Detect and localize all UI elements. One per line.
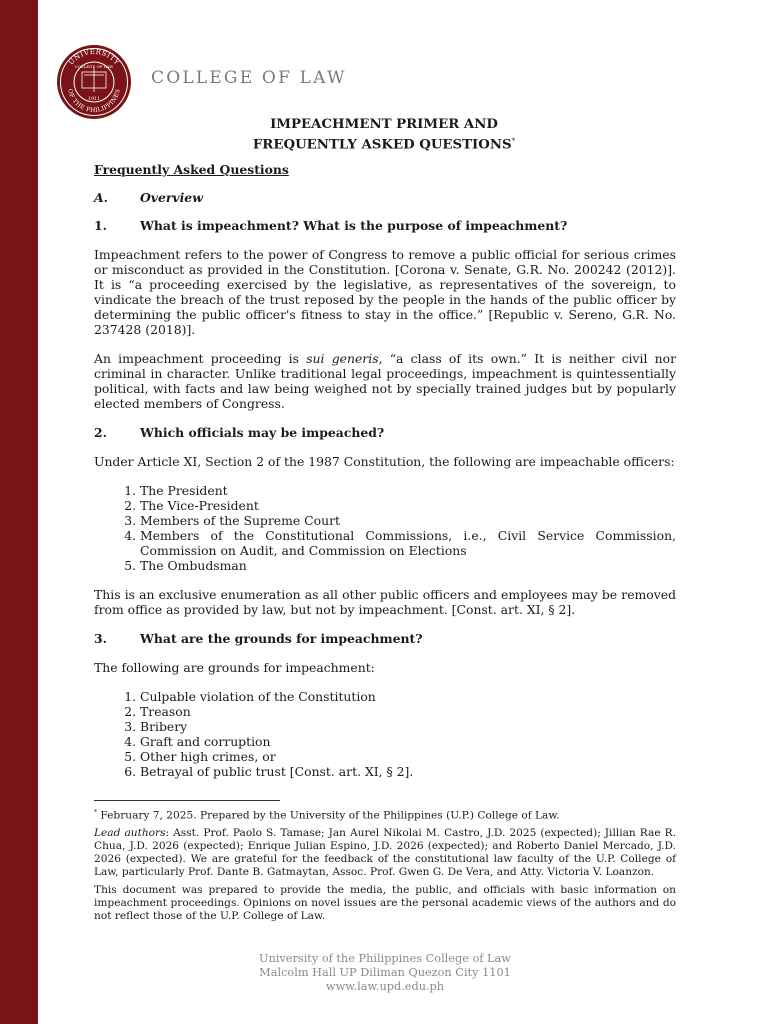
question-1-heading xyxy=(94,218,676,233)
college-name: COLLEGE OF LAW xyxy=(151,68,347,88)
impeachable-officers-list xyxy=(94,483,676,573)
question-3-text: What are the grounds for impeachment? xyxy=(140,631,423,646)
footnote-divider xyxy=(94,800,280,801)
question-1-paragraph-2 xyxy=(94,351,676,411)
question-2-number: 2. xyxy=(94,425,107,440)
part-a-letter: A. xyxy=(94,190,108,205)
list-item: 6. Betrayal of public trust [Const. art. XI, § 2]. xyxy=(140,764,676,779)
question-2-intro: Under Article XI, Section 2 of the 1987 Constitution, the following are impeachable officers: xyxy=(94,454,675,469)
part-a-label: Overview xyxy=(140,190,203,205)
seal-inner-text: COLLEGE OF LAW xyxy=(74,64,114,69)
question-1-text: What is impeachment? What is the purpose of impeachment? xyxy=(140,218,568,233)
list-item: 4. Members of the Constitutional Commissions, i.e., Civil Service Commission, Commission on Audit, and Commission on Elections xyxy=(140,528,676,558)
lead-authors-text: : Asst. Prof. Paolo S. Tamase; Jan Aurel Nikolai M. Castro, J.D. 2025 (expected); Jillian Rae R. Chua, J.D. 2026 (expected); Enrique Julian Espino, J.D. 2026 (expected); and Roberto Daniel Mercado, J.D. 2026 (expected). We are grateful for the feedback of the constitutional law faculty of the U.P. College of Law, particularly Prof. Dante B. Gatmaytan, Assoc. Prof. Gwen G. De Vera, and Atty. Victoria V. Loanzon. xyxy=(94,826,676,879)
q1-p2-before: An impeachment proceeding is xyxy=(94,351,307,366)
footer-line-1: University of the Philippines College of Law xyxy=(259,952,511,965)
list-item: 4. Graft and corruption xyxy=(140,734,676,749)
list-item: 2. Treason xyxy=(140,704,676,719)
list-item: 5. The Ombudsman xyxy=(140,558,676,573)
footnote-date-text: February 7, 2025. Prepared by the University of the Philippines (U.P.) College of Law. xyxy=(97,809,560,822)
question-3-number: 3. xyxy=(94,631,107,646)
question-2-after: This is an exclusive enumeration as all other public officers and employees may be removed from office as provided by law, but not by impeachment. [Const. art. XI, § 2]. xyxy=(94,587,676,617)
maroon-side-bar xyxy=(0,0,38,1024)
svg-text:OF THE PHILIPPINES: OF THE PHILIPPINES xyxy=(66,88,122,115)
university-seal-logo xyxy=(56,44,132,120)
q1-p2-italic: sui generis xyxy=(306,351,379,366)
question-1-number: 1. xyxy=(94,218,107,233)
list-item: 5. Other high crimes, or xyxy=(140,749,676,764)
list-item: 2. The Vice-President xyxy=(140,498,676,513)
svg-text:UNIVERSITY: UNIVERSITY xyxy=(67,47,122,67)
title-line-1: IMPEACHMENT PRIMER AND xyxy=(270,117,498,132)
list-item: 3. Members of the Supreme Court xyxy=(140,513,676,528)
question-2-text: Which officials may be impeached? xyxy=(140,425,385,440)
footnote-purpose: This document was prepared to provide the media, the public, and officials with basic information on impeachment proceedings. Opinions on novel issues are the personal academic views of the authors and do not reflect those of the U.P. College of Law. xyxy=(94,883,676,922)
question-3-intro: The following are grounds for impeachment: xyxy=(94,660,375,675)
lead-authors-label: Lead authors xyxy=(94,826,166,839)
title-line-2 xyxy=(94,133,674,153)
footnotes xyxy=(94,806,676,927)
question-2-heading xyxy=(94,425,676,440)
footer-website: www.law.upd.edu.ph xyxy=(325,980,445,993)
list-item: 1. The President xyxy=(140,483,676,498)
footnote-authors xyxy=(94,827,676,880)
q1-p2-after: , “a class of its own.” It is neither civil nor criminal in character. Unlike traditional legal proceedings, impeachment is quintessentially political, with facts and law being weighed not by specially trained judges but by popularly elected members of Congress. xyxy=(94,351,677,411)
title-line-2-text: FREQUENTLY ASKED QUESTIONS xyxy=(252,137,512,153)
document-title xyxy=(94,116,674,153)
document-body xyxy=(94,162,676,793)
question-3-heading xyxy=(94,631,676,646)
part-a-heading xyxy=(94,190,676,205)
grounds-list xyxy=(94,689,676,779)
list-item: 3. Bribery xyxy=(140,719,676,734)
title-footnote-mark: * xyxy=(511,137,516,145)
page-footer xyxy=(94,952,676,994)
footnote-mark: * xyxy=(94,809,97,816)
list-item: 1. Culpable violation of the Constitution xyxy=(140,689,676,704)
footnote-date xyxy=(94,806,676,823)
footer-line-2: Malcolm Hall UP Diliman Quezon City 1101 xyxy=(259,966,511,979)
faq-heading: Frequently Asked Questions xyxy=(94,162,289,177)
seal-year: 1911 xyxy=(88,97,100,102)
question-1-paragraph-1: Impeachment refers to the power of Congress to remove a public official for serious crimes or misconduct as provided in the Constitution. [Corona v. Senate, G.R. No. 200242 (2012)]. It is “a proceeding exercised by the legislative, as representatives of the sovereign, to vindicate the breach of the trust reposed by the people in the hands of the public officer by determining the public officer's fitness to stay in the office.” [Republic v. Sereno, G.R. No. 237428 (2018)]. xyxy=(94,247,676,337)
